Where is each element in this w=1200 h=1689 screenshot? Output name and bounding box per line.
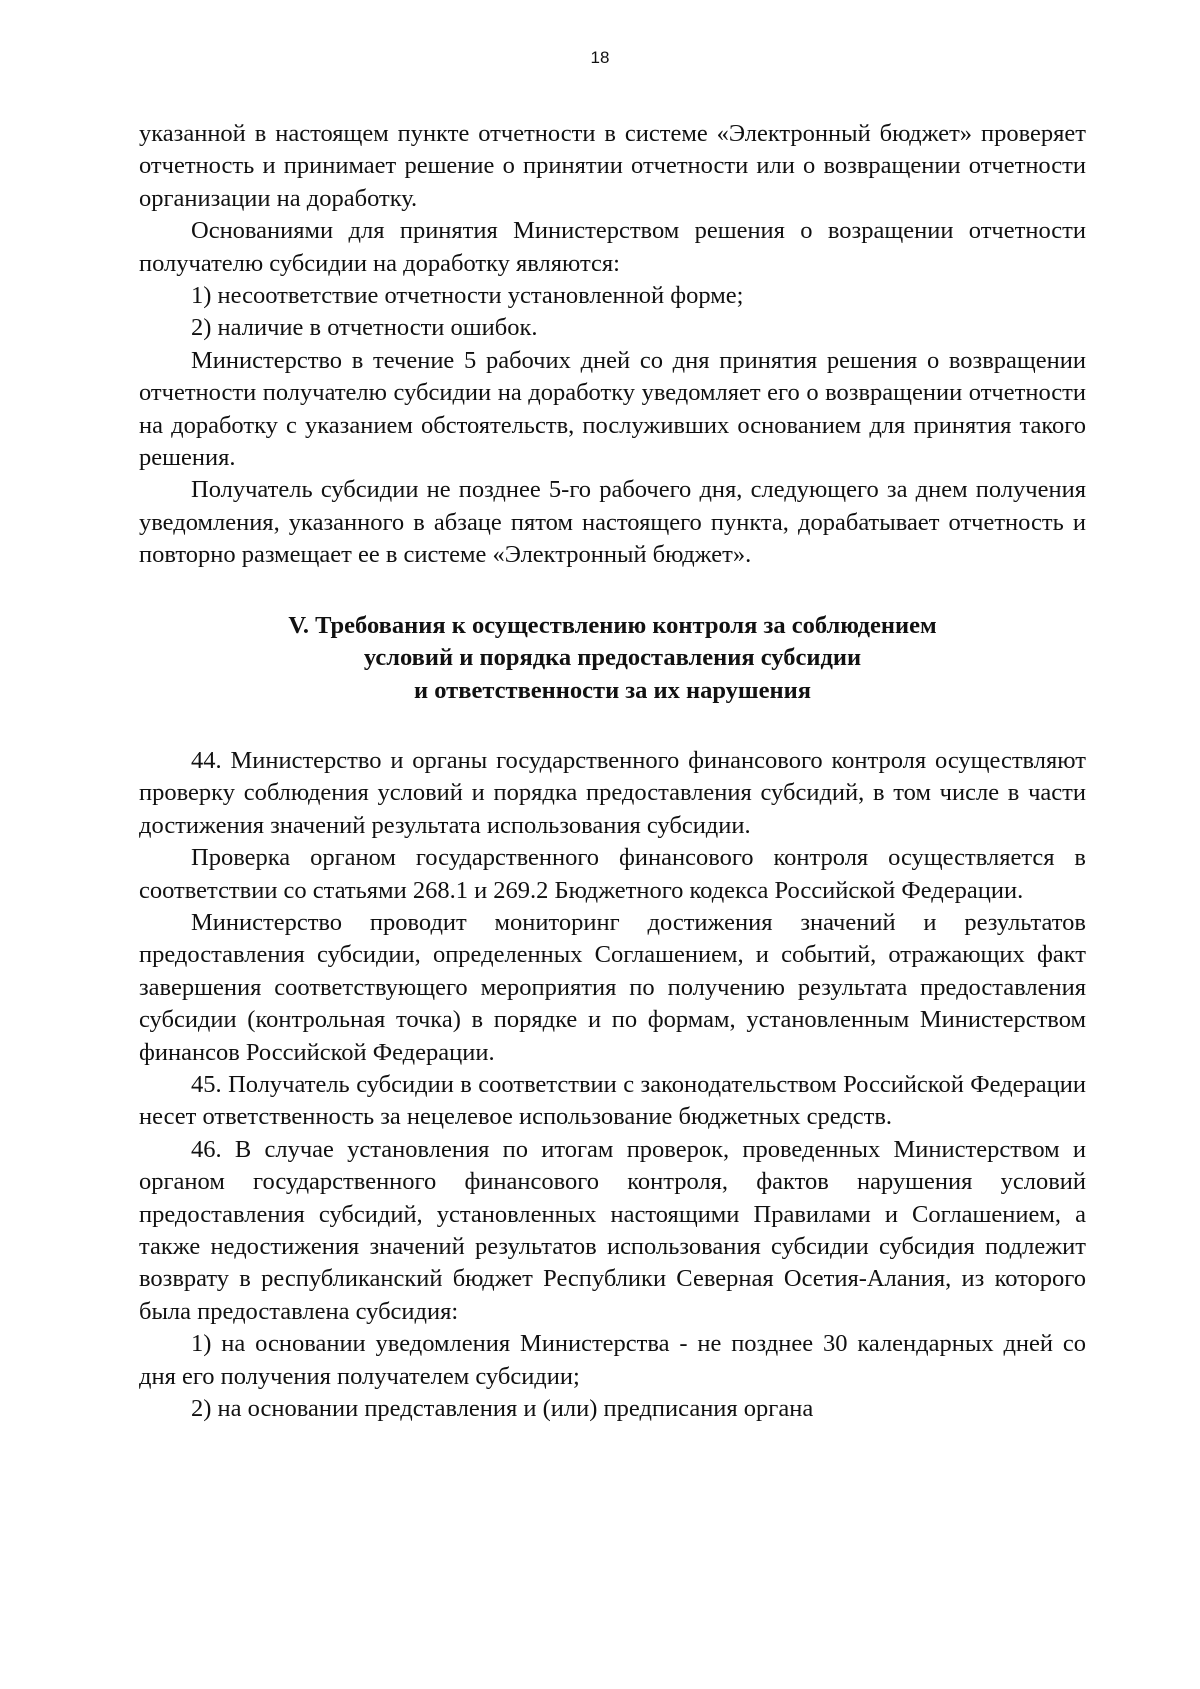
paragraph: Проверка органом государственного финансового контроля осуществляется в соответствии со статьями 268.1 и 269.2 Бюджетного кодекса Российской Федерации. [139, 844, 1086, 904]
paragraph-46: 46. В случае установления по итогам проверок, проведенных Министерством и органом государственного финансового контроля, фактов нарушения условий предоставления субсидий, установленных настоящими Правилами и Соглашением, а также недостижения значений результатов использования субсидии субсидия подлежит возврату в республиканский бюджет Республики Северная Осетия-Алания, из которого была предоставлена субсидия: [139, 1135, 1086, 1325]
paragraph: Министерство проводит мониторинг достижения значений и результатов предоставления субсидии, определенных Соглашением, и событий, отражающих факт завершения соответствующего мероприятия по получению результата предоставления субсидии (контрольная точка) в порядке и по формам, установленным Министерством финансов Российской Федерации. [139, 908, 1086, 1066]
paragraph: Министерство в течение 5 рабочих дней со дня принятия решения о возвращении отчетности получателю субсидии на доработку уведомляет его о возвращении отчетности на доработку с указанием обстоятельств, послуживших основанием для принятия такого решения. [139, 346, 1086, 472]
paragraph-44: 44. Министерство и органы государственного финансового контроля осуществляют проверку соблюдения условий и порядка предоставления субсидий, в том числе в части достижения значений результата использования субсидии. [139, 746, 1086, 839]
paragraph: Основаниями для принятия Министерством решения о возращении отчетности получателю субсидии на доработку являются: [139, 217, 1086, 277]
paragraph-45: 45. Получатель субсидии в соответствии с законодательством Российской Федерации несет ответственность за нецелевое использование бюджетных средств. [139, 1070, 1086, 1131]
page-number: 18 [590, 48, 610, 67]
list-item: 1) на основании уведомления Министерства - не позднее 30 календарных дней со дня его получения получателем субсидии; [139, 1330, 1086, 1390]
section-heading-line: и ответственности за их нарушения [414, 676, 811, 704]
section-heading-line: V. Требования к осуществлению контроля за соблюдением [288, 611, 937, 639]
list-item: 2) на основании представления и (или) предписания органа [191, 1395, 814, 1423]
section-heading [139, 610, 1086, 707]
list-item: 1) несоответствие отчетности установленной форме; [191, 282, 744, 310]
section-heading-line: условий и порядка предоставления субсидии [363, 644, 862, 672]
document-body [139, 118, 1086, 1425]
paragraph: Получатель субсидии не позднее 5-го рабочего дня, следующего за днем получения уведомления, указанного в абзаце пятом настоящего пункта, дорабатывает отчетность и повторно размещает ее в системе «Электронный бюджет». [139, 476, 1086, 569]
list-item: 2) наличие в отчетности ошибок. [191, 314, 538, 342]
paragraph: указанной в настоящем пункте отчетности в системе «Электронный бюджет» проверяет отчетность и принимает решение о принятии отчетности или о возвращении отчетности организации на доработку. [139, 120, 1086, 212]
